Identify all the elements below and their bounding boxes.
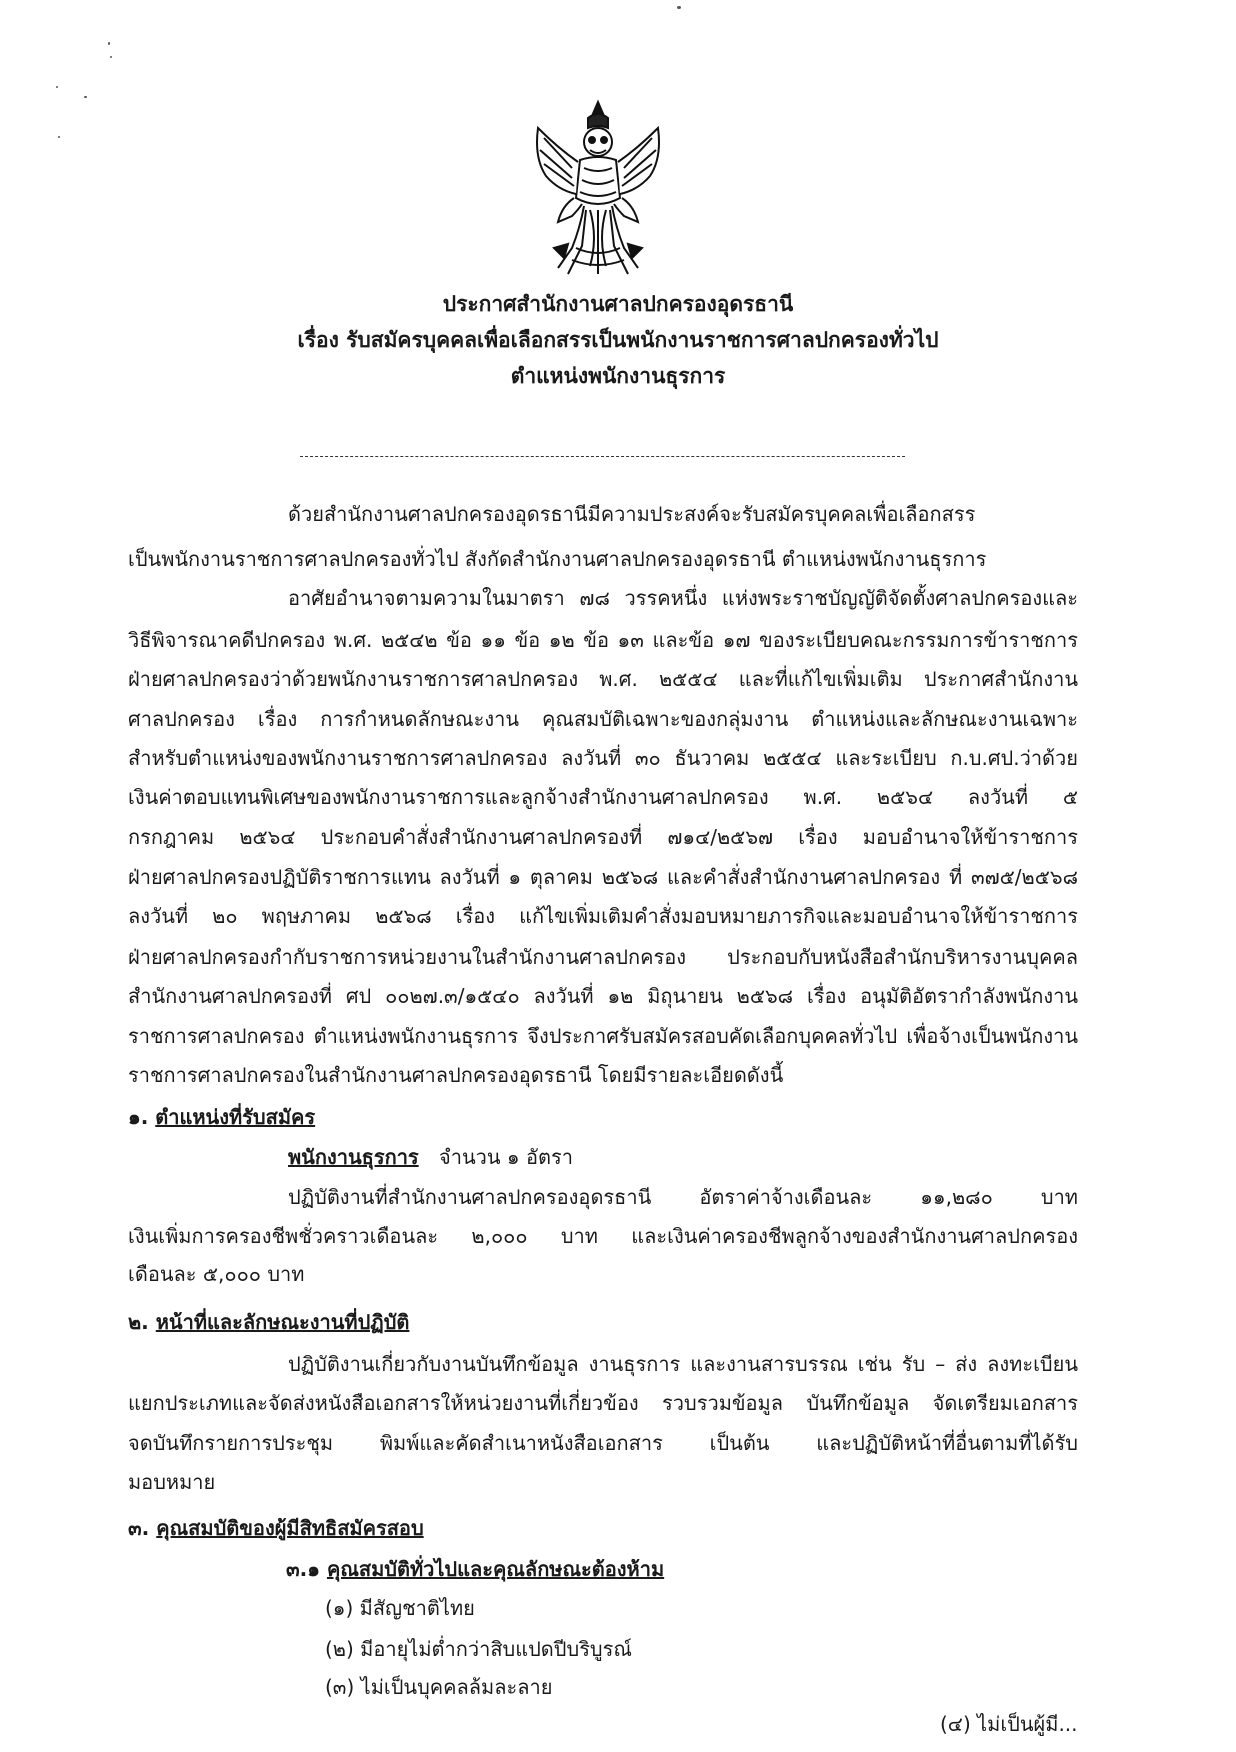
- paragraph-line: สำนักงานศาลปกครองที่ ศป ๐๐๒๗.๓/๑๕๔๐ ลงวันที่ ๑๒ มิถุนายน ๒๕๖๘ เรื่อง อนุมัติอัตรากำลังพนักงาน: [128, 984, 1078, 1008]
- subsection-title: คุณสมบัติทั่วไปและคุณลักษณะต้องห้าม: [326, 1557, 665, 1581]
- list-item: (๓) ไม่เป็นบุคคลล้มละลาย: [325, 1675, 553, 1699]
- paragraph-line: กรกฎาคม ๒๕๖๔ ประกอบคำสั่งสำนักงานศาลปกครองที่ ๗๑๔/๒๕๖๗ เรื่อง มอบอำนาจให้ข้าราชการ: [128, 825, 1078, 849]
- paragraph-line: ฝ่ายศาลปกครองว่าด้วยพนักงานราชการศาลปกครอง พ.ศ. ๒๕๕๔ และที่แก้ไขเพิ่มเติม ประกาศสำนักงาน: [128, 667, 1078, 691]
- announcement-position: ตำแหน่งพนักงานธุรการ: [510, 364, 726, 388]
- paragraph-line: ราชการศาลปกครองในสำนักงานศาลปกครองอุดรธานี โดยมีรายละเอียดดังนี้: [128, 1063, 784, 1087]
- subsection-3-1-heading: [286, 1553, 1236, 1585]
- paragraph-line: ฝ่ายศาลปกครองปฏิบัติราชการแทน ลงวันที่ ๑ ตุลาคม ๒๕๖๘ และคำสั่งสำนักงานศาลปกครอง ที่ ๓๗๕/๒๕๖๘: [128, 865, 1078, 889]
- section-title: หน้าที่และลักษณะงานที่ปฏิบัติ: [155, 1310, 410, 1334]
- paragraph-line: เป็นพนักงานราชการศาลปกครองทั่วไป สังกัดสำนักงานศาลปกครองอุดรธานี ตำแหน่งพนักงานธุรการ: [128, 547, 987, 571]
- paragraph-line: ปฏิบัติงานเกี่ยวกับงานบันทึกข้อมูล งานธุรการ และงานสารบรรณ เช่น รับ – ส่ง ลงทะเบียน: [288, 1352, 1078, 1376]
- paragraph-line: ราชการศาลปกครอง ตำแหน่งพนักงานธุรการ จึงประกาศรับสมัครสอบคัดเลือกบุคคลทั่วไป เพื่อจ้างเป็นพนักงาน: [128, 1024, 1078, 1048]
- paragraph-line: ศาลปกครอง เรื่อง การกำหนดลักษณะงาน คุณสมบัติเฉพาะของกลุ่มงาน ตำแหน่งและลักษณะงานเฉพาะ: [128, 707, 1078, 731]
- paragraph-line: ปฏิบัติงานที่สำนักงานศาลปกครองอุดรธานี อัตราค่าจ้างเดือนละ ๑๑,๒๘๐ บาท: [288, 1185, 1078, 1209]
- paragraph-line: สำหรับตำแหน่งของพนักงานราชการศาลปกครอง ลงวันที่ ๓๐ ธันวาคม ๒๕๕๔ และระเบียบ ก.บ.ศป.ว่าด้วย: [128, 746, 1078, 770]
- paragraph-line: จดบันทึกรายการประชุม พิมพ์และคัดสำเนาหนังสือเอกสาร เป็นต้น และปฏิบัติหน้าที่อื่นตามที่ได้รับ: [128, 1431, 1078, 1455]
- continuation-note: (๔) ไม่เป็นผู้มี...: [940, 1712, 1078, 1736]
- scan-speck: [84, 96, 87, 98]
- list-item: (๑) มีสัญชาติไทย: [325, 1596, 475, 1620]
- garuda-emblem-icon: [528, 98, 668, 278]
- paragraph-line: อาศัยอำนาจตามความในมาตรา ๗๘ วรรคหนึ่ง แห่งพระราชบัญญัติจัดตั้งศาลปกครองและ: [288, 586, 1078, 610]
- section-title: คุณสมบัติของผู้มีสิทธิสมัครสอบ: [156, 1516, 424, 1540]
- announcement-subject: เรื่อง รับสมัครบุคคลเพื่อเลือกสรรเป็นพนักงานราชการศาลปกครองทั่วไป: [297, 328, 939, 352]
- section-number: ๑.: [128, 1105, 149, 1129]
- section-2-heading: [128, 1306, 1078, 1338]
- subsection-number: ๓.๑: [286, 1557, 320, 1581]
- scan-speck: [108, 42, 110, 45]
- list-item: (๒) มีอายุไม่ต่ำกว่าสิบแปดปีบริบูรณ์: [325, 1637, 632, 1661]
- scan-speck: [58, 136, 60, 138]
- scan-speck: [110, 56, 112, 58]
- paragraph-line: มอบหมาย: [128, 1470, 216, 1494]
- scan-speck: [56, 86, 58, 88]
- announcement-title: ประกาศสำนักงานศาลปกครองอุดรธานี: [442, 292, 794, 316]
- paragraph-line: เงินเพิ่มการครองชีพชั่วคราวเดือนละ ๒,๐๐๐ บาท และเงินค่าครองชีพลูกจ้างของสำนักงานศาลปกครอง: [128, 1224, 1078, 1248]
- title-divider: [300, 456, 905, 457]
- paragraph-line: ลงวันที่ ๒๐ พฤษภาคม ๒๕๖๘ เรื่อง แก้ไขเพิ่มเติมคำสั่งมอบหมายภารกิจและมอบอำนาจให้ข้าราชการ: [128, 904, 1078, 928]
- position-line: [288, 1141, 1078, 1173]
- paragraph-line: แยกประเภทและจัดส่งหนังสือเอกสารให้หน่วยงานที่เกี่ยวข้อง รวบรวมข้อมูล บันทึกข้อมูล จัดเตรียมเอกสาร: [128, 1391, 1078, 1415]
- paragraph-line: ฝ่ายศาลปกครองกำกับราชการหน่วยงานในสำนักงานศาลปกครอง ประกอบกับหนังสือสำนักบริหารงานบุคคล: [128, 945, 1078, 969]
- position-name: พนักงานธุรการ: [288, 1145, 419, 1169]
- paragraph-line: วิธีพิจารณาคดีปกครอง พ.ศ. ๒๕๔๒ ข้อ ๑๑ ข้อ ๑๒ ข้อ ๑๓ และข้อ ๑๗ ของระเบียบคณะกรรมการข้าราชการ: [128, 628, 1078, 652]
- paragraph-line: เงินค่าตอบแทนพิเศษของพนักงานราชการและลูกจ้างสำนักงานศาลปกครอง พ.ศ. ๒๕๖๔ ลงวันที่ ๕: [128, 785, 1078, 809]
- section-title: ตำแหน่งที่รับสมัคร: [155, 1105, 316, 1129]
- section-number: ๒.: [128, 1310, 149, 1334]
- paragraph-line: เดือนละ ๕,๐๐๐ บาท: [128, 1262, 305, 1286]
- section-1-heading: [128, 1101, 1078, 1133]
- section-number: ๓.: [128, 1516, 150, 1540]
- position-count: จำนวน ๑ อัตรา: [439, 1145, 573, 1169]
- paragraph-line: ด้วยสำนักงานศาลปกครองอุดรธานีมีความประสงค์จะรับสมัครบุคคลเพื่อเลือกสรร: [288, 502, 976, 526]
- section-3-heading: [128, 1512, 1078, 1544]
- scan-speck: [677, 6, 681, 9]
